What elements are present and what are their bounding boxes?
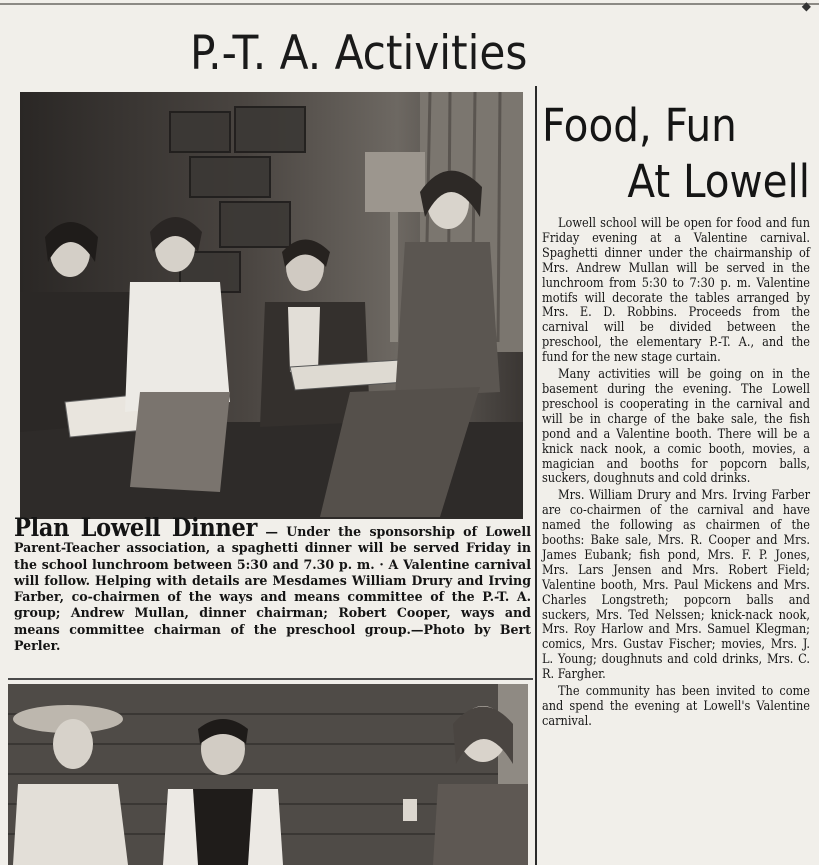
photo-caption: [14, 513, 531, 654]
photo-costumed-children: [8, 684, 528, 865]
article-paragraph: Mrs. William Drury and Mrs. Irving Farber are co-chairmen of the carnival and have named the following as chairmen of the booths: Bake sale, Mrs. R. Cooper and Mrs. James Eubank; fish pond, Mrs. F. P. Jones, Mrs. Lars Jensen and Mrs. Robert Field; Valentine booth, Mrs. Paul Mickens and Mrs. Charles Longstreth; popcorn balls and suckers, Mrs. Ted Nelssen; knick-nack nook, Mrs. Roy Harlow and Mrs. Samuel Klegman; comics, Mrs. Gustav Fischer; movies, Mrs. J. L. Young; doughnuts and cold drinks, Mrs. C. R. Fargher.: [542, 487, 810, 682]
section-title: P.-T. A. Activities: [190, 26, 528, 81]
horizontal-divider: [8, 678, 533, 680]
top-rule: [0, 3, 819, 5]
article-paragraph: The community has been invited to come and spend the evening at Lowell's Valentine carnival.: [542, 683, 810, 728]
caption-text: — Under the sponsorship of Lowell Parent-Teacher association, a spaghetti dinner will be served Friday in the school lunchroom between 5:30 and 7.30 p. m. · A Valentine carnival will follow. Helping with details are Mesdames William Drury and Irving Farber, co-chairmen of the ways and means committee of the P.-T. A. group; Andrew Mullan, dinner chairman; Robert Cooper, ways and means committee chairman of the preschool group.—Photo by Bert Perler.: [14, 524, 531, 654]
article-body: [542, 216, 810, 729]
article-headline: [542, 98, 810, 210]
caption-heading: Plan Lowell Dinner: [14, 513, 258, 542]
headline-line-1: Food, Fun: [542, 99, 737, 152]
article-paragraph: Many activities will be going on in the basement during the evening. The Lowell preschool is cooperating in the carnival and will be in charge of the bake sale, the fish pond and a Valentine booth. There will be a knick nack nook, a comic booth, movies, a magician and booths for popcorn balls, suckers, doughnuts and cold drinks.: [542, 366, 810, 486]
photo-four-women: [20, 92, 523, 519]
article-paragraph: Lowell school will be open for food and fun Friday evening at a Valentine carnival. Spaghetti dinner under the chairmanship of Mrs. Andrew Mullan will be served in the lunchroom from 5:30 to 7:30 p. m. Valentine motifs will decorate the tables arranged by Mrs. E. D. Robbins. Proceeds from the carnival will be divided between the preschool, the elementary P.-T. A., and the fund for the new stage curtain.: [542, 215, 810, 365]
corner-mark: ◆: [801, 0, 811, 13]
column-divider: [535, 86, 537, 865]
headline-line-2: At Lowell: [627, 155, 810, 208]
